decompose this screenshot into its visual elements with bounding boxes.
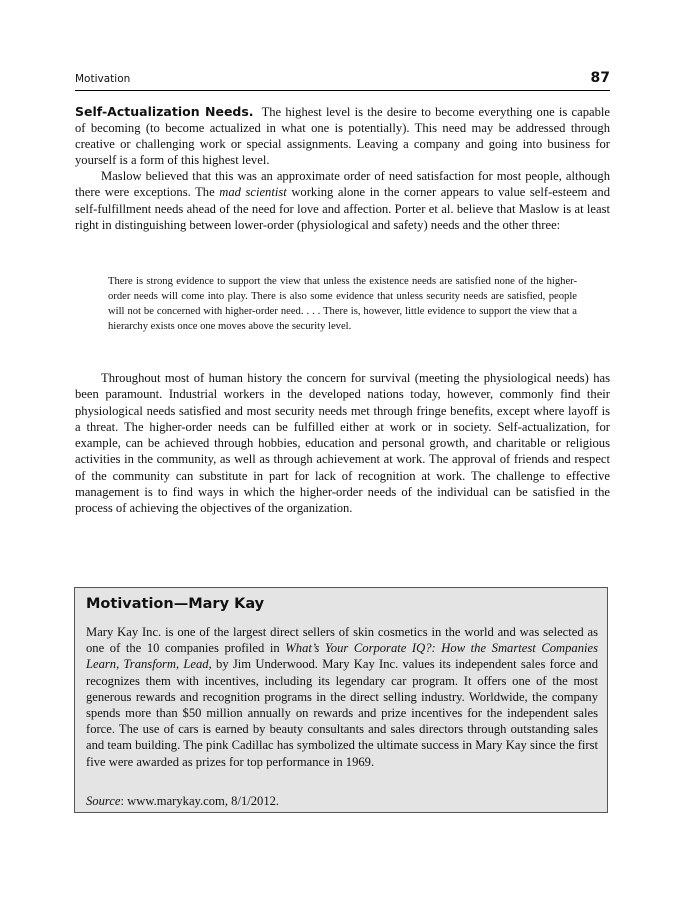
book-title: What’s Your Corporate IQ?: How the Smartest Companies Learn, Transform, Lead bbox=[86, 641, 598, 672]
paragraph-survival: Throughout most of human history the concern for survival (meeting the physiological needs) has been paramount. Industrial workers in the developed nations today, however, commonly find their physiological needs satisfied and most security needs met through fringe benefits, except where layoff is a threat. The higher-order needs can be fulfilled either at work or in society. Self-actualization, for example, can be achieved through hobbies, education and personal growth, and charitable or religious activities in the community, as well as through achievement at work. The approval of friends and respect of the community can substitute in part for lack of recognition at work. The challenge to effective management is to find ways in which the higher-order needs of the individual can be satisfied in the process of achieving the objectives of the organization. bbox=[75, 371, 610, 516]
body-text bbox=[75, 104, 610, 233]
paragraph-self-actualization bbox=[75, 104, 610, 168]
paragraph-1-text: The highest level is the desire to become everything one is capable of becoming (to become actualized in what one is potentially). This need may be addressed through creative or challenging work or special assignments. Leaving a company and going into business for yourself is a form of this highest level. bbox=[75, 105, 610, 168]
header-rule bbox=[75, 90, 610, 91]
running-title: Motivation bbox=[75, 73, 131, 85]
paragraph-maslow bbox=[75, 168, 610, 232]
page-header bbox=[75, 70, 610, 90]
case-box-source bbox=[86, 794, 279, 809]
case-box-text-a: Mary Kay Inc. is one of the largest direct sellers of skin cosmetics in the world and was selected as one of the 10 companies profiled in bbox=[86, 625, 598, 656]
page-number: 87 bbox=[590, 70, 610, 86]
emphasis-mad-scientist: mad scientist bbox=[219, 185, 287, 200]
block-quote: There is strong evidence to support the view that unless the existence needs are satisfied none of the higher-order needs will come into play. There is also some evidence that unless security needs are satisfied, people will not be concerned with higher-order need. . . . There is, however, little evidence to support the view that a hierarchy exists once one moves above the security level. bbox=[108, 276, 577, 332]
case-box-text bbox=[86, 624, 598, 770]
section-heading: Self-Actualization Needs. bbox=[75, 104, 254, 119]
case-box-title: Motivation—Mary Kay bbox=[86, 596, 265, 612]
case-box bbox=[74, 587, 608, 813]
paragraph-2-text-a: Maslow believed that this was an approximate order of need satisfaction for most people, although there were exceptions. The bbox=[75, 169, 610, 200]
source-text: : www.marykay.com, 8/1/2012. bbox=[120, 794, 280, 808]
paragraph-2-text-b: working alone in the corner appears to value self-esteem and self-fulfillment needs ahead of the need for love and affection. Porter et al. believe that Maslow is at least right in distinguishing between lower-order (physiological and safety) needs and the other three: bbox=[75, 185, 610, 232]
source-label: Source bbox=[86, 794, 121, 808]
case-box-text-b: , by Jim Underwood. Mary Kay Inc. values its independent sales force and recognizes them with incentives, including its legendary car program. It offers one of the most generous rewards and recognition programs in the direct selling industry. Worldwide, the company spends more than $50 million annually on rewards and prize incentives for the independent sales force. The use of cars is earned by beauty consultants and sales directors through outstanding sales and team building. The pink Cadillac has symbolized the ultimate success in Mary Kay since the first five were awarded as prizes for top performance in 1969. bbox=[86, 657, 598, 769]
